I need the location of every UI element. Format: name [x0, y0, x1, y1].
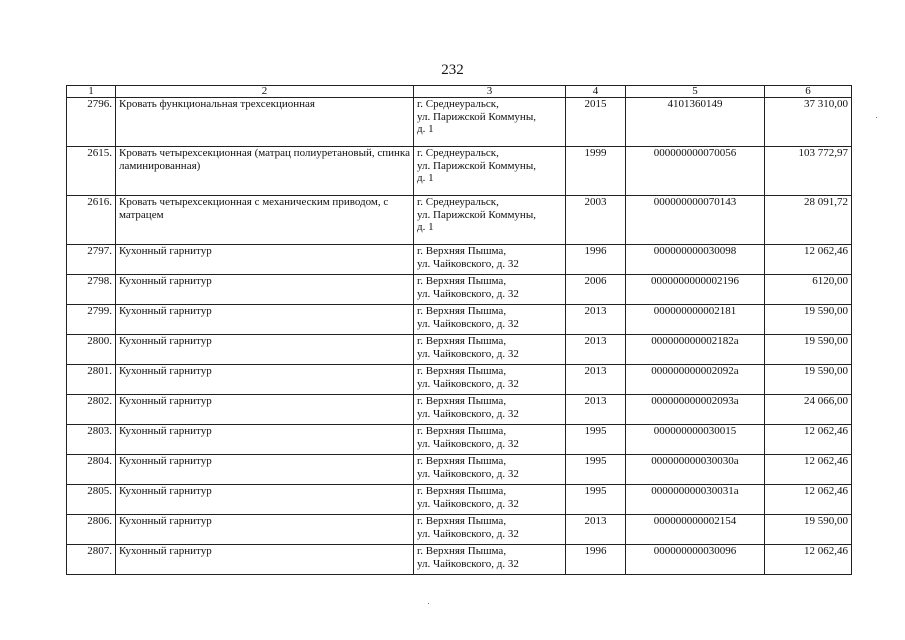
commission-year: 2006	[566, 275, 626, 305]
table-row	[67, 98, 852, 147]
inventory-number: 000000000002182а	[626, 335, 765, 365]
row-number: 2801.	[67, 365, 116, 395]
item-address	[414, 365, 566, 395]
item-address	[414, 147, 566, 196]
commission-year: 2015	[566, 98, 626, 147]
commission-year: 1995	[566, 425, 626, 455]
inventory-number: 000000000070056	[626, 147, 765, 196]
row-number: 2798.	[67, 275, 116, 305]
row-number: 2799.	[67, 305, 116, 335]
column-header: 4	[566, 86, 626, 98]
address-line: д. 1	[417, 221, 434, 233]
item-name: Кровать функциональная трехсекционная	[116, 98, 414, 147]
row-number: 2615.	[67, 147, 116, 196]
commission-year: 2013	[566, 335, 626, 365]
book-value: 19 590,00	[765, 365, 852, 395]
item-address	[414, 545, 566, 575]
commission-year: 1999	[566, 147, 626, 196]
address-line: г. Среднеуральск,	[417, 147, 499, 159]
inventory-number: 000000000070143	[626, 196, 765, 245]
address-line: г. Верхняя Пышма,	[417, 395, 507, 407]
address-line: ул. Чайковского, д. 32	[417, 287, 519, 300]
row-number: 2803.	[67, 425, 116, 455]
address-line: г. Верхняя Пышма,	[417, 245, 507, 257]
row-number: 2804.	[67, 455, 116, 485]
address-line: ул. Парижской Коммуны,	[417, 208, 536, 221]
item-address	[414, 335, 566, 365]
item-address	[414, 425, 566, 455]
table-body	[67, 98, 852, 575]
book-value: 37 310,00	[765, 98, 852, 147]
item-address	[414, 455, 566, 485]
address-line: ул. Парижской Коммуны,	[417, 159, 536, 172]
column-header: 5	[626, 86, 765, 98]
book-value: 19 590,00	[765, 305, 852, 335]
address-line: г. Верхняя Пышма,	[417, 545, 507, 557]
address-line: ул. Чайковского, д. 32	[417, 407, 519, 420]
address-line: ул. Чайковского, д. 32	[417, 347, 519, 360]
address-line: г. Верхняя Пышма,	[417, 425, 507, 437]
item-address	[414, 395, 566, 425]
address-line: г. Верхняя Пышма,	[417, 305, 507, 317]
item-name: Кухонный гарнитур	[116, 275, 414, 305]
item-name: Кухонный гарнитур	[116, 515, 414, 545]
scan-speck	[876, 117, 877, 118]
row-number: 2802.	[67, 395, 116, 425]
inventory-number: 0000000000002196	[626, 275, 765, 305]
address-line: ул. Чайковского, д. 32	[417, 317, 519, 330]
book-value: 6120,00	[765, 275, 852, 305]
commission-year: 2003	[566, 196, 626, 245]
inventory-number: 000000000002093а	[626, 395, 765, 425]
table-header-row	[67, 86, 852, 98]
address-line: ул. Чайковского, д. 32	[417, 467, 519, 480]
item-address	[414, 245, 566, 275]
item-address	[414, 98, 566, 147]
inventory-number: 000000000030096	[626, 545, 765, 575]
table-row	[67, 395, 852, 425]
address-line: ул. Чайковского, д. 32	[417, 557, 519, 570]
item-name: Кровать четырехсекционная с механическим приводом, с матрацем	[116, 196, 414, 245]
address-line: г. Верхняя Пышма,	[417, 335, 507, 347]
inventory-number: 000000000002181	[626, 305, 765, 335]
item-name: Кухонный гарнитур	[116, 455, 414, 485]
item-name: Кухонный гарнитур	[116, 305, 414, 335]
row-number: 2807.	[67, 545, 116, 575]
scan-speck	[428, 603, 429, 604]
address-line: г. Среднеуральск,	[417, 98, 499, 110]
item-name: Кухонный гарнитур	[116, 365, 414, 395]
inventory-number: 000000000030015	[626, 425, 765, 455]
address-line: г. Верхняя Пышма,	[417, 365, 507, 377]
inventory-number: 000000000002154	[626, 515, 765, 545]
row-number: 2616.	[67, 196, 116, 245]
book-value: 12 062,46	[765, 245, 852, 275]
table-row	[67, 196, 852, 245]
table-row	[67, 147, 852, 196]
table-row	[67, 365, 852, 395]
address-line: г. Верхняя Пышма,	[417, 485, 507, 497]
column-header: 1	[67, 86, 116, 98]
table-row	[67, 305, 852, 335]
book-value: 12 062,46	[765, 425, 852, 455]
commission-year: 2013	[566, 305, 626, 335]
book-value: 19 590,00	[765, 335, 852, 365]
commission-year: 1996	[566, 545, 626, 575]
row-number: 2797.	[67, 245, 116, 275]
address-line: д. 1	[417, 123, 434, 135]
item-address	[414, 275, 566, 305]
table-row	[67, 515, 852, 545]
page-number: 232	[441, 62, 464, 78]
commission-year: 1995	[566, 455, 626, 485]
address-line: ул. Чайковского, д. 32	[417, 527, 519, 540]
commission-year: 1995	[566, 485, 626, 515]
item-name: Кровать четырехсекционная (матрац полиуретановый, спинка ламинированная)	[116, 147, 414, 196]
table-row	[67, 545, 852, 575]
row-number: 2806.	[67, 515, 116, 545]
item-name: Кухонный гарнитур	[116, 335, 414, 365]
address-line: ул. Чайковского, д. 32	[417, 377, 519, 390]
row-number: 2796.	[67, 98, 116, 147]
commission-year: 1996	[566, 245, 626, 275]
item-address	[414, 305, 566, 335]
table-row	[67, 245, 852, 275]
property-register-table	[66, 85, 852, 575]
address-line: ул. Чайковского, д. 32	[417, 257, 519, 270]
table-row	[67, 275, 852, 305]
inventory-number: 4101360149	[626, 98, 765, 147]
inventory-number: 000000000002092а	[626, 365, 765, 395]
commission-year: 2013	[566, 395, 626, 425]
table-row	[67, 455, 852, 485]
item-address	[414, 196, 566, 245]
inventory-number: 000000000030031а	[626, 485, 765, 515]
commission-year: 2013	[566, 515, 626, 545]
address-line: д. 1	[417, 172, 434, 184]
table-row	[67, 485, 852, 515]
column-header: 2	[116, 86, 414, 98]
inventory-number: 000000000030098	[626, 245, 765, 275]
book-value: 28 091,72	[765, 196, 852, 245]
address-line: ул. Чайковского, д. 32	[417, 437, 519, 450]
row-number: 2800.	[67, 335, 116, 365]
address-line: г. Верхняя Пышма,	[417, 515, 507, 527]
item-address	[414, 485, 566, 515]
book-value: 12 062,46	[765, 485, 852, 515]
column-header: 3	[414, 86, 566, 98]
book-value: 12 062,46	[765, 455, 852, 485]
book-value: 19 590,00	[765, 515, 852, 545]
address-line: г. Верхняя Пышма,	[417, 455, 507, 467]
address-line: г. Верхняя Пышма,	[417, 275, 507, 287]
inventory-number: 000000000030030а	[626, 455, 765, 485]
book-value: 12 062,46	[765, 545, 852, 575]
book-value: 103 772,97	[765, 147, 852, 196]
address-line: ул. Парижской Коммуны,	[417, 110, 536, 123]
table-row	[67, 335, 852, 365]
item-name: Кухонный гарнитур	[116, 485, 414, 515]
table-row	[67, 425, 852, 455]
commission-year: 2013	[566, 365, 626, 395]
column-header: 6	[765, 86, 852, 98]
item-address	[414, 515, 566, 545]
item-name: Кухонный гарнитур	[116, 245, 414, 275]
address-line: г. Среднеуральск,	[417, 196, 499, 208]
address-line: ул. Чайковского, д. 32	[417, 497, 519, 510]
book-value: 24 066,00	[765, 395, 852, 425]
item-name: Кухонный гарнитур	[116, 545, 414, 575]
item-name: Кухонный гарнитур	[116, 395, 414, 425]
item-name: Кухонный гарнитур	[116, 425, 414, 455]
row-number: 2805.	[67, 485, 116, 515]
